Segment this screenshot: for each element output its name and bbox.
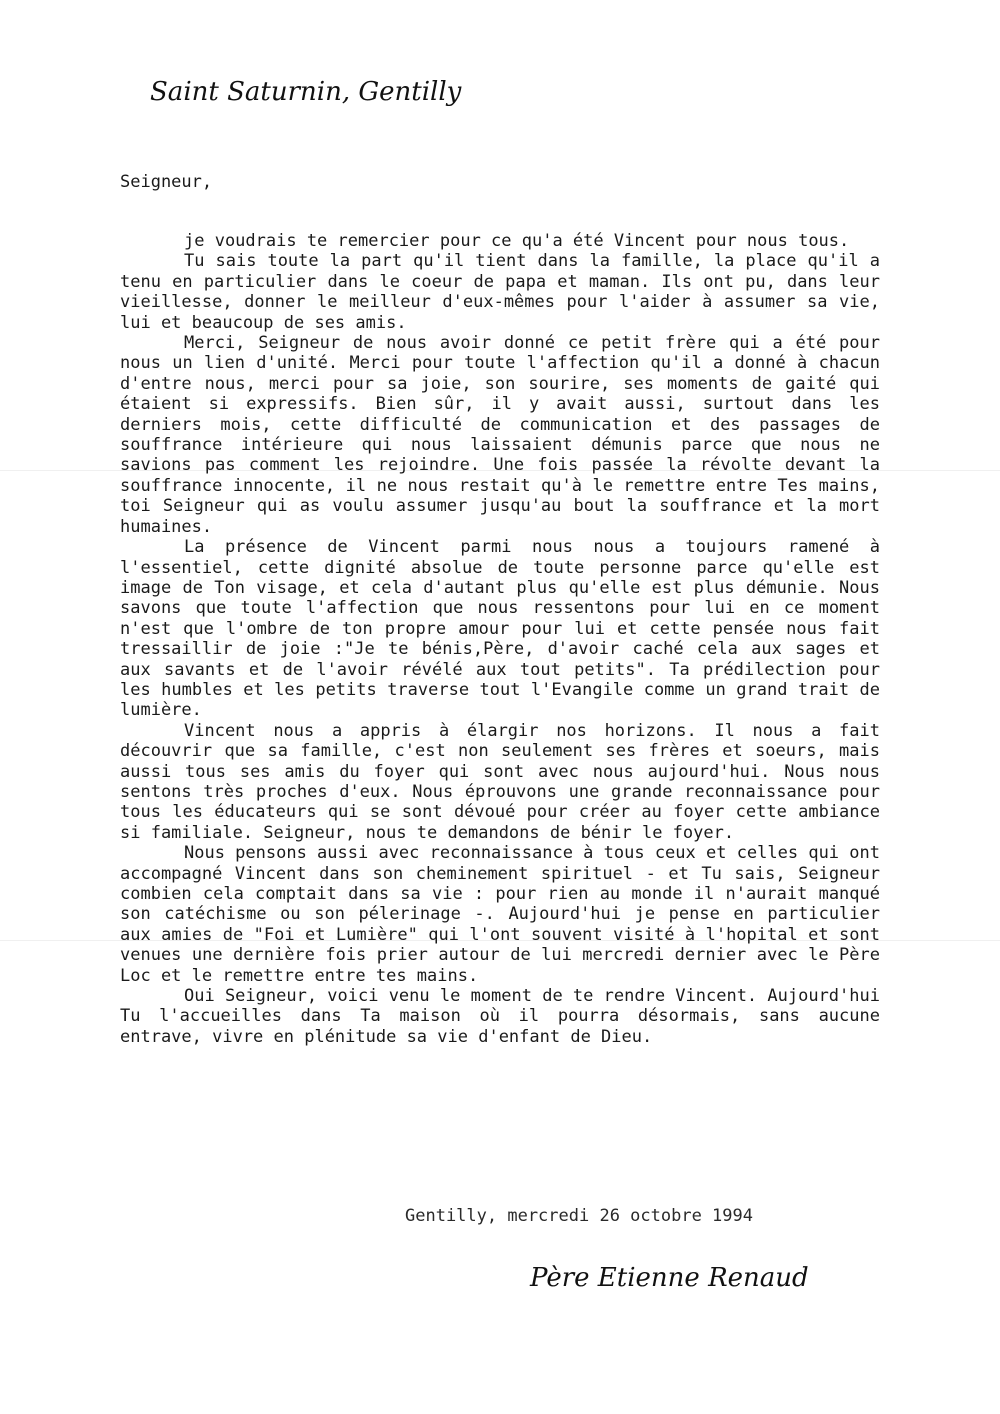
letter-paragraph: La présence de Vincent parmi nous nous a toujours ramené à l'essentiel, cette dignité absolue de toute personne parce qu'elle est image de Ton visage, et cela d'autant plus qu'elle est plus démunie. Nous savons que toute l'affection que nous ressentons pour lui en ce moment n'est que l'ombre de ton propre amour pour lui et cette pensée nous fait tressaillir de joie :"Je te bénis,Père, d'avoir caché cela aux sages et aux savants et de l'avoir révélé aux tout petits". Ta prédilection pour les humbles et les petits traverse tout l'Evangile comme un grand trait de lumière. <box>120 537 880 721</box>
letter-paragraph: Vincent nous a appris à élargir nos horizons. Il nous a fait découvrir que sa famille, c'est non seulement ses frères et soeurs, mais aussi tous ses amis du foyer qui sont avec nous aujourd'hui. Nous nous sentons très proches d'eux. Nous éprouvons une grande reconnaissance pour tous les éducateurs qui se sont dévoué pour créer au foyer cette ambiance si familiale. Seigneur, nous te demandons de bénir le foyer. <box>120 720 880 843</box>
letter-body <box>120 231 880 1047</box>
handwritten-header-drawing <box>150 62 510 132</box>
salutation: Seigneur, <box>120 172 213 192</box>
handwritten-header-text: Saint Saturnin, Gentilly <box>150 77 462 107</box>
place-date: Gentilly, mercredi 26 octobre 1994 <box>405 1206 753 1226</box>
letter-paragraph: je voudrais te remercier pour ce qu'a été Vincent pour nous tous. <box>184 231 850 251</box>
letter-paragraph: Tu sais toute la part qu'il tient dans la famille, la place qu'il a tenu en particulier dans le coeur de papa et maman. Ils ont pu, dans leur vieillesse, donner le meilleur d'eux-mêmes pour l'aider à assumer sa vie, lui et beaucoup de ses amis. <box>120 251 880 333</box>
signature <box>530 1250 830 1310</box>
letter-paragraph: Merci, Seigneur de nous avoir donné ce petit frère qui a été pour nous un lien d'unité. Merci pour toute l'affection qu'il a donné à chacun d'entre nous, merci pour sa joie, son sourire, ses moments de gaité qui étaient si expressifs. Bien sûr, il y avait aussi, surtout dans les derniers mois, cette difficulté de communication et des passages de souffrance intérieure qui nous laissaient démunis parce que nous ne savions pas comment les rejoindre. Une fois passée la révolte devant la souffrance innocente, il ne nous restait qu'à le remettre entre Tes mains, toi Seigneur qui as voulu assumer jusqu'au bout la souffrance et la mort humaines. <box>120 333 880 537</box>
letter-paragraph: Nous pensons aussi avec reconnaissance à tous ceux et celles qui ont accompagné Vincent dans son cheminement spirituel - et Tu sais, Seigneur combien cela comptait dans sa vie : pour rien au monde il n'aurait manqué son catéchisme ou son pélerinage -. Aujourd'hui je pense en particulier aux amies de "Foi et Lumière" qui l'ont souvent visité à l'hopital et sont venues une dernière fois prier autour de lui mercredi dernier avec le Père Loc et le remettre entre tes mains. <box>120 843 880 986</box>
signature-text: Père Etienne Renaud <box>530 1263 809 1293</box>
handwritten-header <box>150 62 510 132</box>
signature-drawing <box>530 1250 830 1310</box>
letter-paragraph: Oui Seigneur, voici venu le moment de te rendre Vincent. Aujourd'hui Tu l'accueilles dans Ta maison où il pourra désormais, sans aucune entrave, vivre en plénitude sa vie d'enfant de Dieu. <box>120 986 880 1047</box>
